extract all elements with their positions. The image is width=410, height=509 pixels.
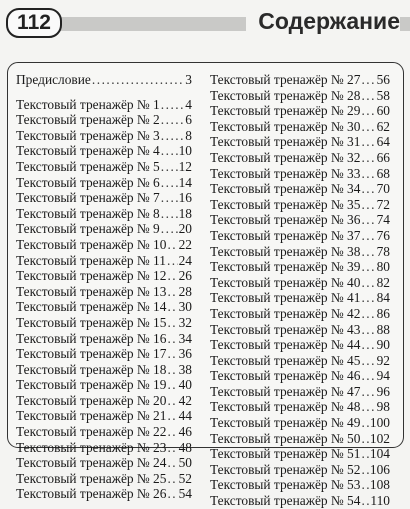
toc-entry-label: Текстовый тренажёр № 31 [210,134,361,150]
toc-entry [16,175,192,191]
toc-entry-page: 36 [178,346,192,362]
toc-entry-page: 14 [178,174,192,190]
toc-entry-page: 62 [376,118,390,134]
toc-entry [210,493,390,509]
toc-entry-page: 102 [369,430,390,446]
toc-entry [16,408,192,424]
toc-leader-dots [361,212,375,228]
toc-entry [16,112,192,128]
toc-leader-dots [361,275,375,291]
toc-entry-page: 106 [369,461,390,477]
toc-entry-page: 44 [178,408,192,424]
toc-entry-label: Текстовый тренажёр № 40 [210,274,361,290]
toc-entry [210,384,390,400]
toc-leader-dots [361,384,375,400]
toc-entry-page: 100 [369,415,390,431]
toc-entry [210,150,390,166]
toc-entry [210,275,390,291]
toc-entry [16,206,192,222]
toc-spacer [16,88,192,97]
toc-entry [210,446,390,462]
toc-entry [16,424,192,440]
toc-entry [210,415,390,431]
toc-entry-label: Текстовый тренажёр № 24 [16,455,167,471]
page-header [0,0,410,40]
toc-entry [16,315,192,331]
toc-leader-dots [361,399,375,415]
toc-leader-dots [161,175,178,191]
toc-leader-dots [167,362,177,378]
toc-leader-dots [161,221,178,237]
toc-entry [16,72,192,88]
toc-entry-page: 70 [376,181,390,197]
toc-leader-dots [167,471,177,487]
toc-leader-dots [161,206,178,222]
toc-entry [210,197,390,213]
toc-entry-label: Текстовый тренажёр № 48 [210,399,361,415]
toc-entry-label: Текстовый тренажёр № 16 [16,330,167,346]
toc-leader-dots [361,353,375,369]
toc-entry-label: Текстовый тренажёр № 14 [16,299,167,315]
toc-entry-label: Текстовый тренажёр № 8 [16,205,160,221]
toc-entry [210,88,390,104]
toc-entry [210,212,390,228]
toc-entry [210,353,390,369]
toc-entry-page: 50 [178,455,192,471]
toc-leader-dots [161,190,178,206]
toc-entry-page: 78 [376,243,390,259]
page-title: Содержание [246,5,400,37]
toc-leader-dots [361,322,375,338]
toc-entry-page: 12 [178,158,192,174]
toc-entry-label: Текстовый тренажёр № 47 [210,383,361,399]
toc-leader-dots [361,150,375,166]
toc-entry-label: Текстовый тренажёр № 20 [16,392,167,408]
toc-entry-page: 76 [376,227,390,243]
toc-entry-label: Текстовый тренажёр № 21 [16,408,167,424]
toc-entry-label: Текстовый тренажёр № 44 [210,337,361,353]
toc-leader-dots [92,72,184,88]
toc-entry-label: Текстовый тренажёр № 2 [16,112,160,128]
toc-entry-page: 28 [178,283,192,299]
toc-entry [16,284,192,300]
toc-leader-dots [361,446,368,462]
toc-entry [210,228,390,244]
toc-entry-label: Текстовый тренажёр № 7 [16,190,160,206]
toc-leader-dots [361,134,375,150]
toc-entry-label: Текстовый тренажёр № 12 [16,268,167,284]
toc-entry-page: 16 [178,190,192,206]
toc-entry-page: 90 [376,337,390,353]
toc-leader-dots [361,103,375,119]
toc-entry [210,322,390,338]
toc-entry-label: Текстовый тренажёр № 23 [16,439,167,455]
toc-entry-page: 110 [370,493,390,509]
toc-entry-page: 38 [178,361,192,377]
toc-entry-page: 30 [178,299,192,315]
toc-leader-dots [361,181,375,197]
toc-column-left [16,72,192,502]
toc-entry-label: Текстовый тренажёр № 15 [16,314,167,330]
toc-entry-page: 52 [178,470,192,486]
toc-entry-page: 24 [178,252,192,268]
toc-leader-dots [361,88,375,104]
toc-entry-label: Текстовый тренажёр № 6 [16,174,160,190]
toc-entry-page: 94 [376,368,390,384]
toc-entry-page: 22 [178,236,192,252]
toc-column-right [210,72,390,509]
toc-entry [210,181,390,197]
toc-entry-label: Текстовый тренажёр № 3 [16,127,160,143]
toc-entry-label: Текстовый тренажёр № 53 [210,477,361,493]
toc-entry-label: Текстовый тренажёр № 29 [210,103,361,119]
page-number-badge: 112 [6,8,62,38]
toc-entry-label: Текстовый тренажёр № 41 [210,290,361,306]
toc-leader-dots [361,244,375,260]
toc-entry [16,190,192,206]
toc-entry-label: Текстовый тренажёр № 1 [16,96,160,112]
toc-entry-label: Текстовый тренажёр № 45 [210,352,361,368]
toc-entry-label: Текстовый тренажёр № 52 [210,461,361,477]
toc-entry-page: 26 [178,268,192,284]
toc-entry-page: 4 [185,96,192,112]
toc-entry-label: Текстовый тренажёр № 18 [16,361,167,377]
toc-entry-page: 80 [376,259,390,275]
toc-entry-page: 92 [376,352,390,368]
toc-entry [210,72,390,88]
toc-entry [16,455,192,471]
toc-entry-label: Текстовый тренажёр № 38 [210,243,361,259]
toc-entry-page: 20 [178,221,192,237]
toc-entry [16,346,192,362]
toc-leader-dots [361,368,375,384]
toc-entry-page: 6 [185,112,192,128]
toc-entry [210,166,390,182]
toc-leader-dots [161,112,185,128]
toc-entry-label: Текстовый тренажёр № 4 [16,143,160,159]
toc-leader-dots [167,393,177,409]
toc-entry-label: Текстовый тренажёр № 30 [210,118,361,134]
toc-entry [210,431,390,447]
toc-leader-dots [361,415,368,431]
toc-entry-page: 74 [376,212,390,228]
toc-entry-page: 66 [376,149,390,165]
toc-entry-page: 58 [376,87,390,103]
toc-entry [210,259,390,275]
toc-leader-dots [167,284,177,300]
toc-entry-label: Текстовый тренажёр № 25 [16,470,167,486]
toc-entry-label: Текстовый тренажёр № 39 [210,259,361,275]
toc-leader-dots [361,228,375,244]
toc-leader-dots [167,237,177,253]
toc-entry [16,331,192,347]
toc-leader-dots [167,268,177,284]
toc-entry [210,368,390,384]
toc-leader-dots [361,259,375,275]
toc-entry-page: 68 [376,165,390,181]
toc-leader-dots [361,290,375,306]
toc-entry-label: Текстовый тренажёр № 42 [210,305,361,321]
toc-entry [16,377,192,393]
toc-entry-page: 10 [178,143,192,159]
toc-entry-label: Текстовый тренажёр № 27 [210,72,361,87]
toc-leader-dots [361,477,368,493]
toc-leader-dots [361,431,368,447]
toc-leader-dots [361,166,375,182]
toc-entry [16,128,192,144]
toc-leader-dots [167,408,177,424]
toc-leader-dots [361,119,375,135]
toc-leader-dots [361,197,375,213]
toc-entry [210,399,390,415]
toc-leader-dots [361,306,375,322]
toc-entry-page: 60 [376,103,390,119]
toc-entry-label: Текстовый тренажёр № 13 [16,283,167,299]
toc-entry-label: Текстовый тренажёр № 43 [210,321,361,337]
toc-entry [210,337,390,353]
toc-entry-label: Текстовый тренажёр № 22 [16,424,167,440]
toc-entry-label: Текстовый тренажёр № 37 [210,227,361,243]
toc-leader-dots [361,337,375,353]
toc-entry-page: 48 [178,439,192,455]
toc-leader-dots [361,462,368,478]
toc-entry [210,103,390,119]
toc-entry [16,97,192,113]
toc-entry-page: 8 [185,127,192,143]
toc-entry-page: 82 [376,274,390,290]
toc-leader-dots [167,315,177,331]
toc-entry [210,119,390,135]
toc-entry [16,471,192,487]
toc-entry [16,268,192,284]
toc-entry-label: Текстовый тренажёр № 32 [210,149,361,165]
toc-leader-dots [167,331,177,347]
toc-entry [16,486,192,502]
toc-leader-dots [361,72,375,88]
toc-entry-page: 46 [178,424,192,440]
toc-entry-label: Текстовый тренажёр № 17 [16,346,167,362]
toc-entry-page: 42 [178,392,192,408]
toc-entry-label: Текстовый тренажёр № 46 [210,368,361,384]
toc-leader-dots [161,159,178,175]
toc-entry [210,306,390,322]
toc-entry [16,143,192,159]
toc-entry [16,159,192,175]
toc-entry [210,462,390,478]
toc-leader-dots [167,486,177,502]
toc-entry-page: 72 [376,196,390,212]
toc-entry [16,362,192,378]
toc-leader-dots [161,128,185,144]
toc-entry-page: 32 [178,314,192,330]
toc-entry-page: 54 [178,486,192,502]
toc-entry-label: Текстовый тренажёр № 5 [16,158,160,174]
toc-leader-dots [167,455,177,471]
toc-entry-page: 84 [376,290,390,306]
toc-entry-label: Текстовый тренажёр № 9 [16,221,160,237]
toc-entry [16,253,192,269]
toc-entry-page: 34 [178,330,192,346]
toc-entry-label: Текстовый тренажёр № 34 [210,181,361,197]
toc-entry-label: Текстовый тренажёр № 19 [16,377,167,393]
toc-entry-page: 88 [376,321,390,337]
toc-entry-page: 64 [376,134,390,150]
toc-entry [16,299,192,315]
toc-leader-dots [167,346,177,362]
toc-entry-page: 3 [185,72,192,87]
toc-entry-page: 104 [369,446,390,462]
toc-entry-page: 86 [376,305,390,321]
toc-entry-page: 96 [376,383,390,399]
toc-leader-dots [161,143,178,159]
toc-entry [16,393,192,409]
toc-entry-label: Текстовый тренажёр № 54 [210,493,361,509]
toc-leader-dots [167,424,177,440]
toc-leader-dots [167,299,177,315]
toc-leader-dots [167,253,178,269]
toc-leader-dots [361,493,369,509]
toc-entry-page: 56 [376,72,390,87]
toc-entry-label: Текстовый тренажёр № 50 [210,430,361,446]
toc-entry-label: Текстовый тренажёр № 36 [210,212,361,228]
toc-entry-page: 98 [376,399,390,415]
toc-entry-label: Текстовый тренажёр № 49 [210,415,361,431]
toc-leader-dots [167,377,177,393]
toc-entry [210,477,390,493]
toc-entry-page: 18 [178,205,192,221]
toc-leader-dots [161,97,185,113]
toc-entry-label: Текстовый тренажёр № 11 [16,252,166,268]
toc-entry-label: Текстовый тренажёр № 26 [16,486,167,502]
toc-entry [210,290,390,306]
toc-entry-label: Текстовый тренажёр № 35 [210,196,361,212]
toc-entry-label: Текстовый тренажёр № 10 [16,236,167,252]
toc-entry-label: Текстовый тренажёр № 51 [210,446,361,462]
toc-entry-label: Предисловие [16,72,91,87]
toc-entry-label: Текстовый тренажёр № 33 [210,165,361,181]
toc-entry-page: 108 [369,477,390,493]
toc-entry [16,237,192,253]
toc-entry [210,134,390,150]
toc-entry-label: Текстовый тренажёр № 28 [210,87,361,103]
toc-entry [16,221,192,237]
toc-entry [210,244,390,260]
toc-entry-page: 40 [178,377,192,393]
